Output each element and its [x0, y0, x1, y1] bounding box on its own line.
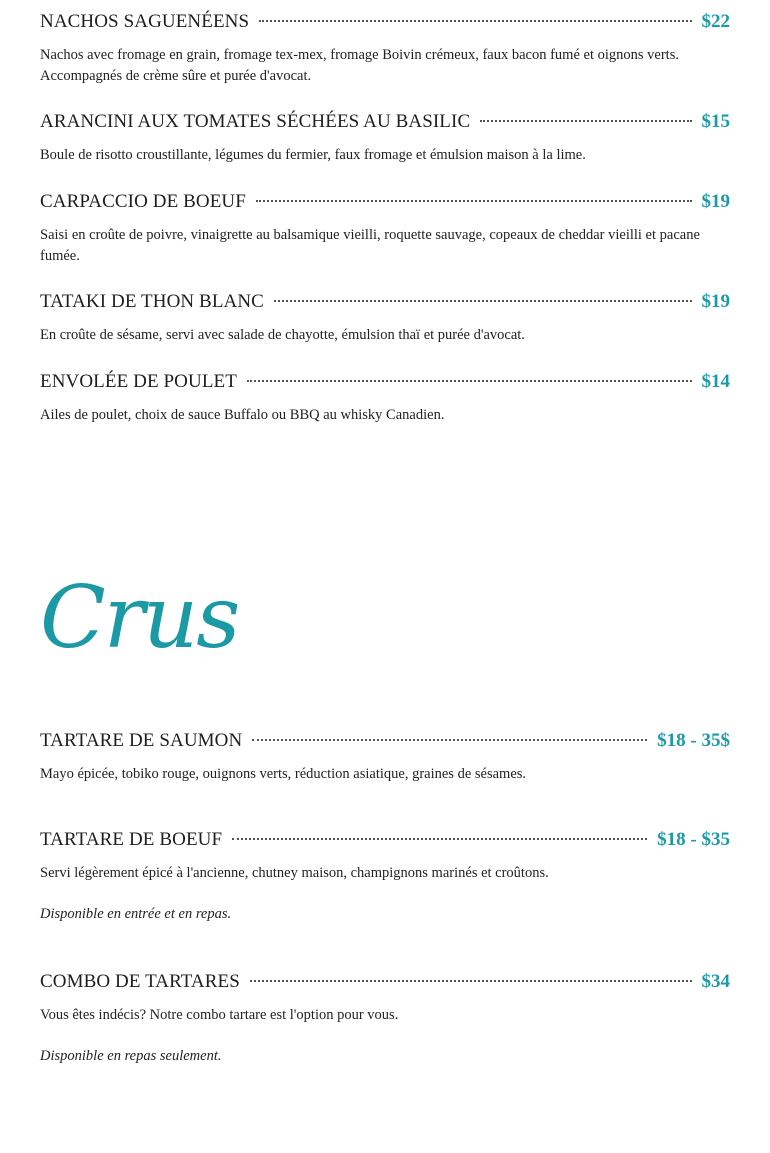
menu-item-description: Vous êtes indécis? Notre combo tartare est l'option pour vous.	[40, 1007, 399, 1023]
menu-item-name: ENVOLÉE DE POULET	[40, 371, 237, 392]
menu-item-combo-tartares	[40, 970, 730, 1067]
menu-item-description: Saisi en croûte de poivre, vinaigrette au balsamique vieilli, roquette sauvage, copeaux de cheddar vieilli et pacane fumée.	[40, 227, 700, 264]
dotted-leader	[274, 300, 692, 302]
menu-item-note: Disponible en repas seulement.	[40, 1048, 222, 1064]
dotted-leader	[247, 380, 692, 382]
menu-item-description: Servi légèrement épicé à l'ancienne, chutney maison, champignons marinés et croûtons.	[40, 865, 549, 881]
menu-item-header	[40, 828, 730, 852]
menu-item-name: TATAKI DE THON BLANC	[40, 291, 264, 312]
menu-item-tataki	[40, 290, 730, 346]
menu-item-price: $19	[701, 191, 730, 212]
menu-item-price: $18 - 35$	[657, 730, 730, 751]
menu-item-header	[40, 370, 730, 394]
menu-item-header	[40, 729, 730, 753]
dotted-leader	[256, 200, 692, 202]
menu-item-carpaccio	[40, 190, 730, 267]
menu-item-price: $15	[701, 111, 730, 132]
menu-item-description: En croûte de sésame, servi avec salade de chayotte, émulsion thaï et purée d'avocat.	[40, 327, 525, 343]
dotted-leader	[250, 980, 692, 982]
menu-item-header	[40, 190, 730, 214]
menu-item-name: NACHOS SAGUENÉENS	[40, 11, 250, 32]
dotted-leader	[480, 120, 691, 122]
menu-item-name: ARANCINI AUX TOMATES SÉCHÉES AU BASILIC	[40, 111, 471, 132]
menu-item-description: Ailes de poulet, choix de sauce Buffalo ou BBQ au whisky Canadien.	[40, 407, 445, 423]
menu-item-price: $19	[701, 291, 730, 312]
menu-item-description: Mayo épicée, tobiko rouge, ouignons verts, réduction asiatique, graines de sésames.	[40, 766, 527, 782]
dotted-leader	[232, 838, 647, 840]
menu-item-header	[40, 10, 730, 34]
menu-item-nachos	[40, 10, 730, 87]
menu-item-arancini	[40, 110, 730, 166]
menu-item-header	[40, 290, 730, 314]
menu-item-price: $18 - $35	[657, 829, 730, 850]
menu-item-name: TARTARE DE SAUMON	[40, 730, 243, 751]
menu-item-description: Boule de risotto croustillante, légumes du fermier, faux fromage et émulsion maison à la lime.	[40, 147, 586, 163]
menu-item-name: COMBO DE TARTARES	[40, 971, 240, 992]
section-title-crus: Crus	[40, 568, 239, 668]
menu-item-header	[40, 110, 730, 134]
menu-item-tartare-boeuf	[40, 828, 730, 925]
menu-item-price: $14	[701, 371, 730, 392]
menu-item-description: Nachos avec fromage en grain, fromage tex-mex, fromage Boivin crémeux, faux bacon fumé et oignons verts. Accompagnés de crème sûre et purée d'avocat.	[40, 47, 679, 84]
menu-item-tartare-saumon	[40, 729, 730, 785]
menu-item-name: CARPACCIO DE BOEUF	[40, 191, 246, 212]
menu-item-name: TARTARE DE BOEUF	[40, 829, 223, 850]
menu-item-price: $34	[701, 971, 730, 992]
dotted-leader	[259, 20, 691, 22]
menu-item-header	[40, 970, 730, 994]
menu-item-note: Disponible en entrée et en repas.	[40, 906, 232, 922]
dotted-leader	[252, 739, 647, 741]
menu-item-price: $22	[701, 11, 730, 32]
menu-item-poulet	[40, 370, 730, 426]
